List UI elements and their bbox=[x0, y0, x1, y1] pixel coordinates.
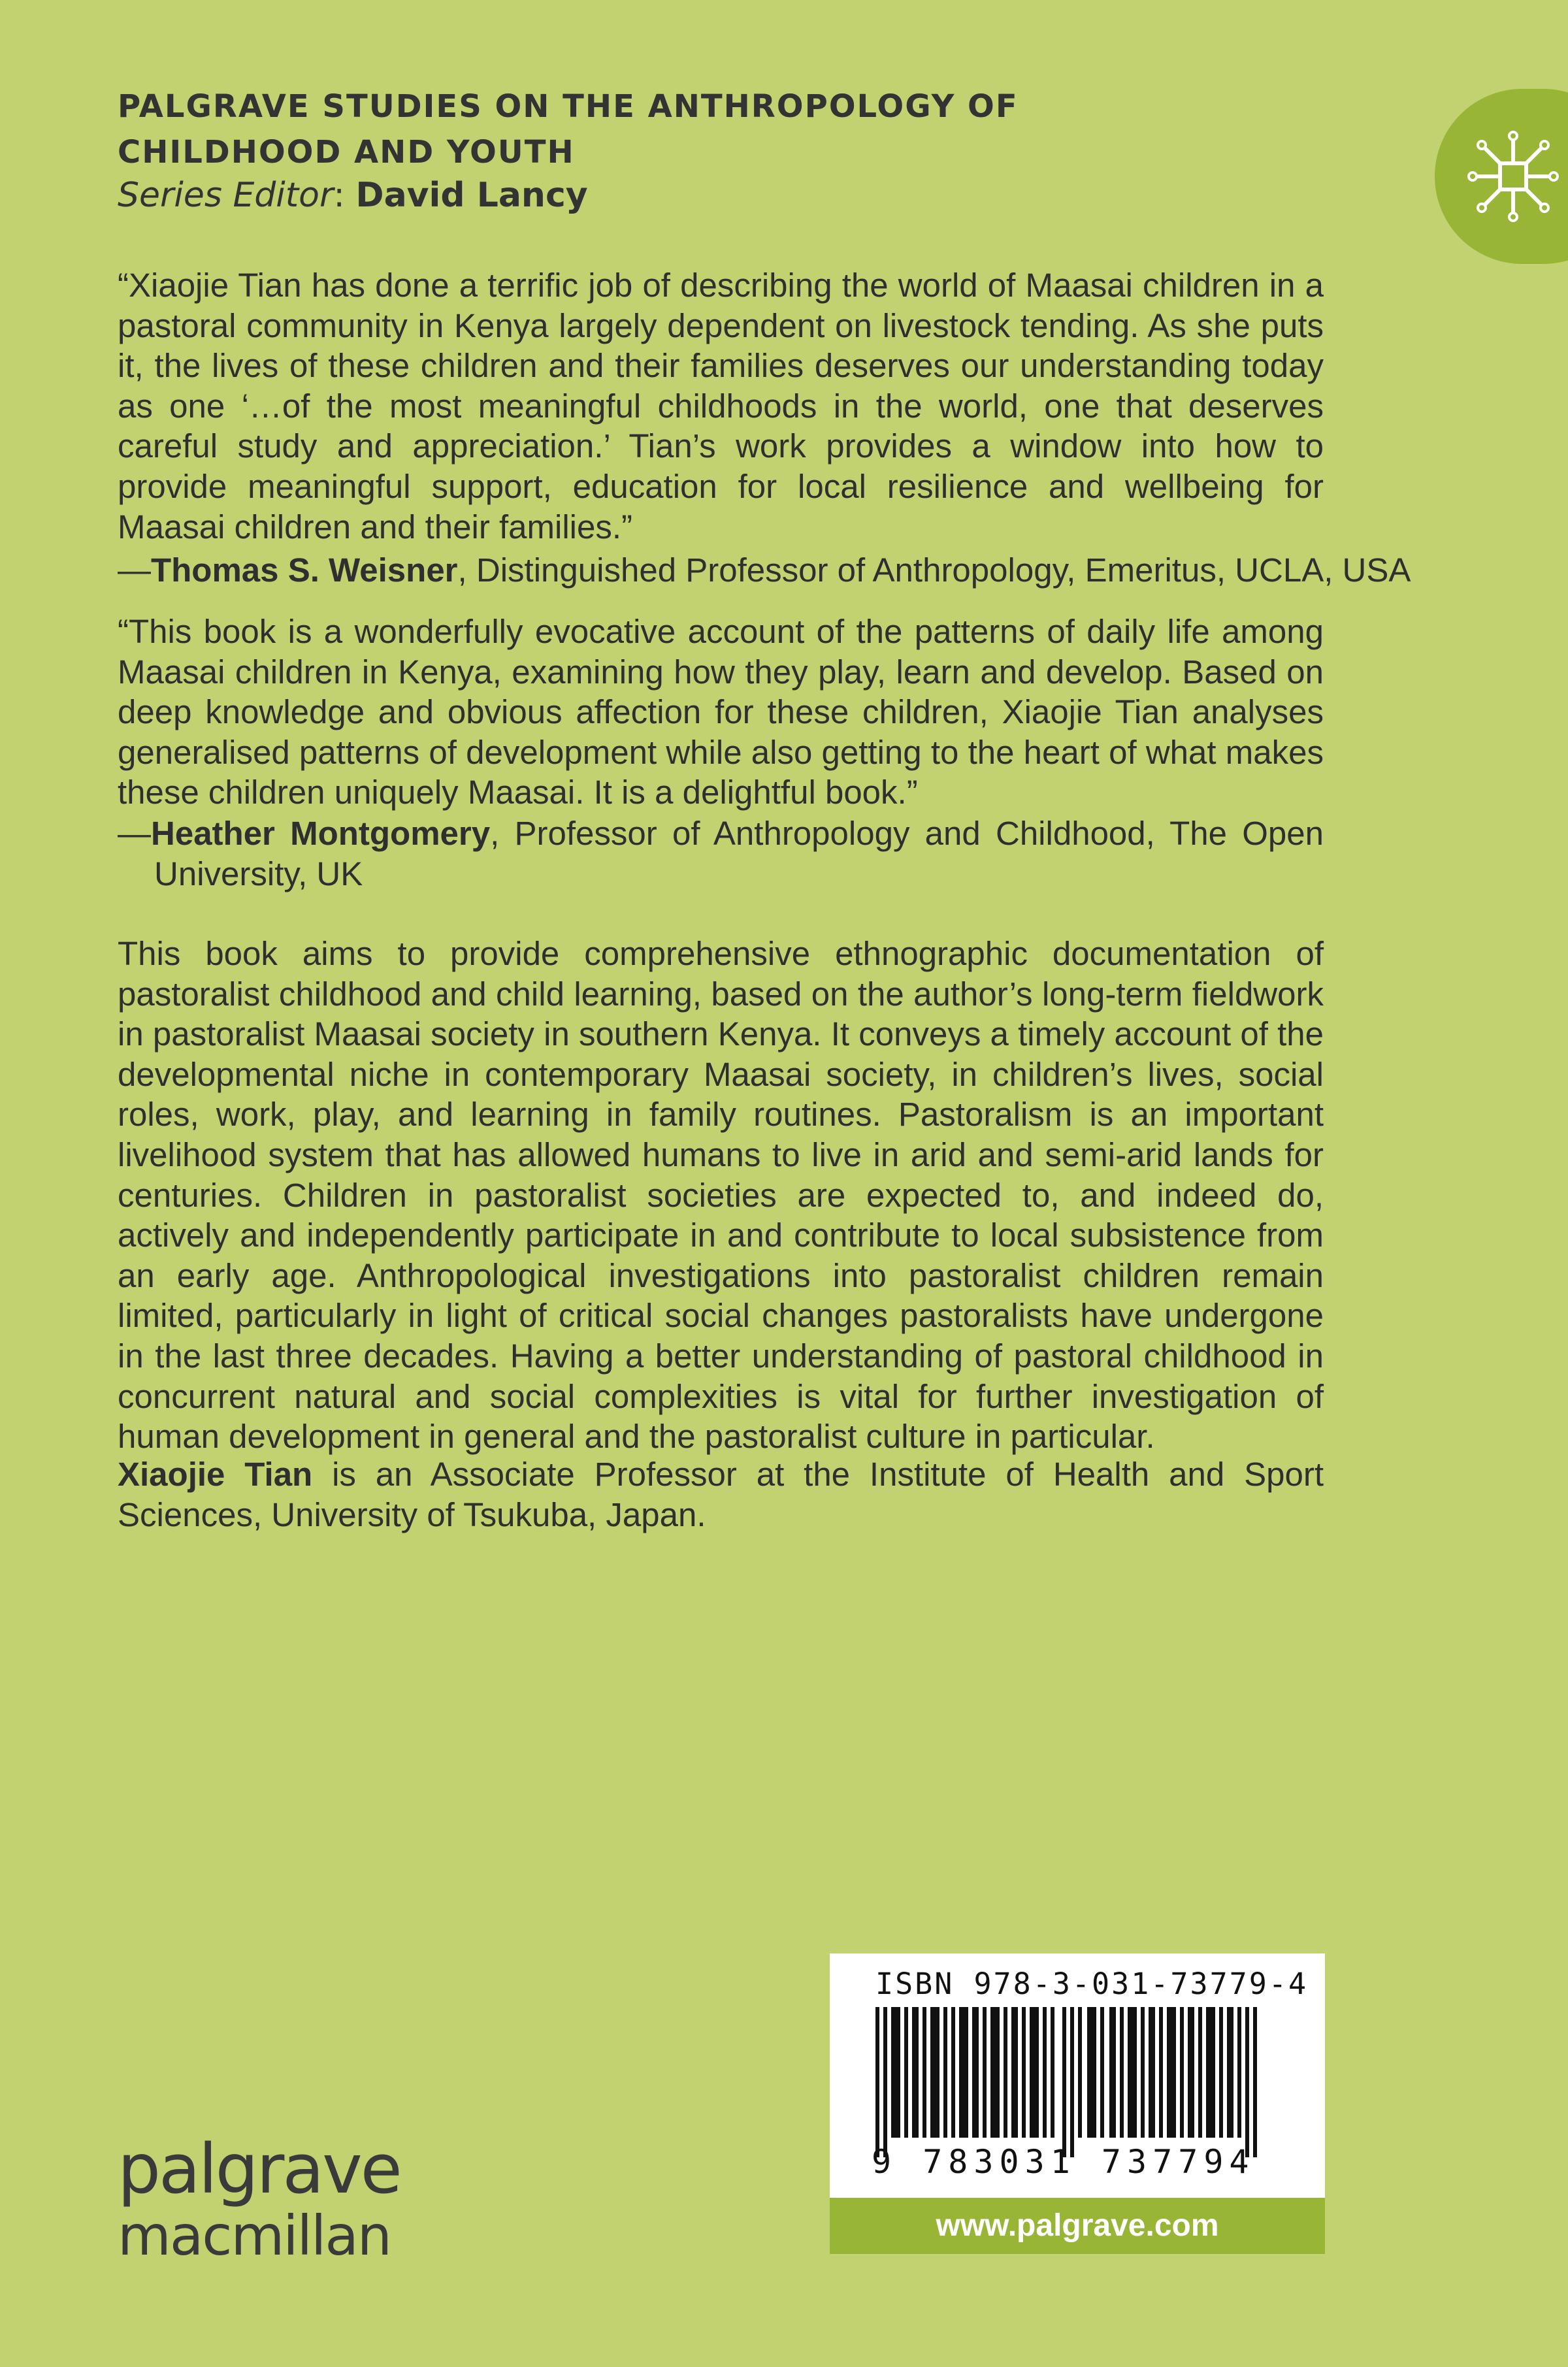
publisher-logo bbox=[118, 2129, 400, 2268]
series-editor-separator: : bbox=[333, 176, 356, 215]
endorsement-attribution-2 bbox=[118, 813, 1324, 854]
series-editor-name: David Lancy bbox=[355, 176, 588, 215]
endorsement-quote-1: “Xiaojie Tian has done a terrific job of describing the world of Maasai children in a pastoral community in Kenya largely dependent on livestock tending. As she puts it, the lives of these children and their families deserves our understanding today as one ‘…of the most meaningful childhoods in the world, one that deserves careful study and appreciation.’ Tian’s work provides a window into how to provide meaningful support, education for local resilience and wellbeing for Maasai children and their families.” bbox=[118, 267, 1324, 546]
endorser-name: Thomas S. Weisner bbox=[151, 551, 458, 589]
endorsement-quote-2: “This book is a wonderfully evocative account of the patterns of daily life among Maasai children in Kenya, examining how they play, learn and develop. Based on deep knowledge and obvious affection for these children, Xiaojie Tian analyses generalised patterns of development while also getting to the heart of what makes these children uniquely Maasai. It is a delightful book.” bbox=[118, 613, 1324, 811]
series-editor-label: Series Editor bbox=[118, 176, 334, 215]
barcode-digits: 9 783031 737794 bbox=[872, 2143, 1255, 2181]
publisher-url[interactable]: www.palgrave.com bbox=[830, 2198, 1325, 2254]
author-bio bbox=[118, 1454, 1324, 1535]
endorser-affiliation: , Professor of Anthropology and Childhood, The Open bbox=[490, 815, 1324, 852]
isbn-label: ISBN 978-3-031-73779-4 bbox=[875, 1967, 1309, 2001]
palgrave-burst-icon bbox=[1467, 131, 1559, 222]
author-name: Xiaojie Tian bbox=[118, 1456, 313, 1493]
endorser-name: Heather Montgomery bbox=[151, 815, 491, 852]
publisher-logo-line-2: macmillan bbox=[118, 2204, 391, 2268]
publisher-logo-line-1: palgrave bbox=[118, 2129, 400, 2209]
endorsement-attribution-2-continued: University, UK bbox=[154, 855, 363, 892]
endorser-affiliation: , Distinguished Professor of Anthropology, Emeritus, UCLA, USA bbox=[457, 551, 1411, 589]
series-editor bbox=[118, 172, 588, 218]
isbn-barcode-box bbox=[830, 1953, 1325, 2198]
palgrave-logo-badge bbox=[1435, 89, 1568, 264]
attribution-dash: — bbox=[118, 815, 151, 852]
attribution-dash: — bbox=[118, 551, 151, 589]
book-description: This book aims to provide comprehensive ethnographic documentation of pastoralist childhood and child learning, based on the author’s long-term fieldwork in pastoralist Maasai society in southern Kenya. It conveys a timely account of the developmental niche in contemporary Maasai society, in children’s lives, social roles, work, play, and learning in family routines. Pastoralism is an important livelihood system that has allowed humans to live in arid and semi-arid lands for centuries. Children in pastoralist societies are expected to, and indeed do, actively and independently participate in and contribute to local subsistence from an early age. Anthropological investigations into pastoralist children remain limited, particularly in light of critical social changes pastoralists have undergone in the last three decades. Having a better understanding of pastoral childhood in concurrent natural and social complexities is vital for further investigation of human development in general and the pastoralist culture in particular. bbox=[118, 935, 1324, 1456]
series-title: PALGRAVE STUDIES ON THE ANTHROPOLOGY OF CHILDHOOD AND YOUTH bbox=[118, 88, 1019, 171]
barcode-icon bbox=[869, 2007, 1287, 2157]
author-bio-text: is an Associate Professor at the Institute of Health and Sport Sciences, University of Tsukuba, Japan. bbox=[118, 1456, 1324, 1533]
endorsement-attribution-1 bbox=[118, 550, 1411, 591]
